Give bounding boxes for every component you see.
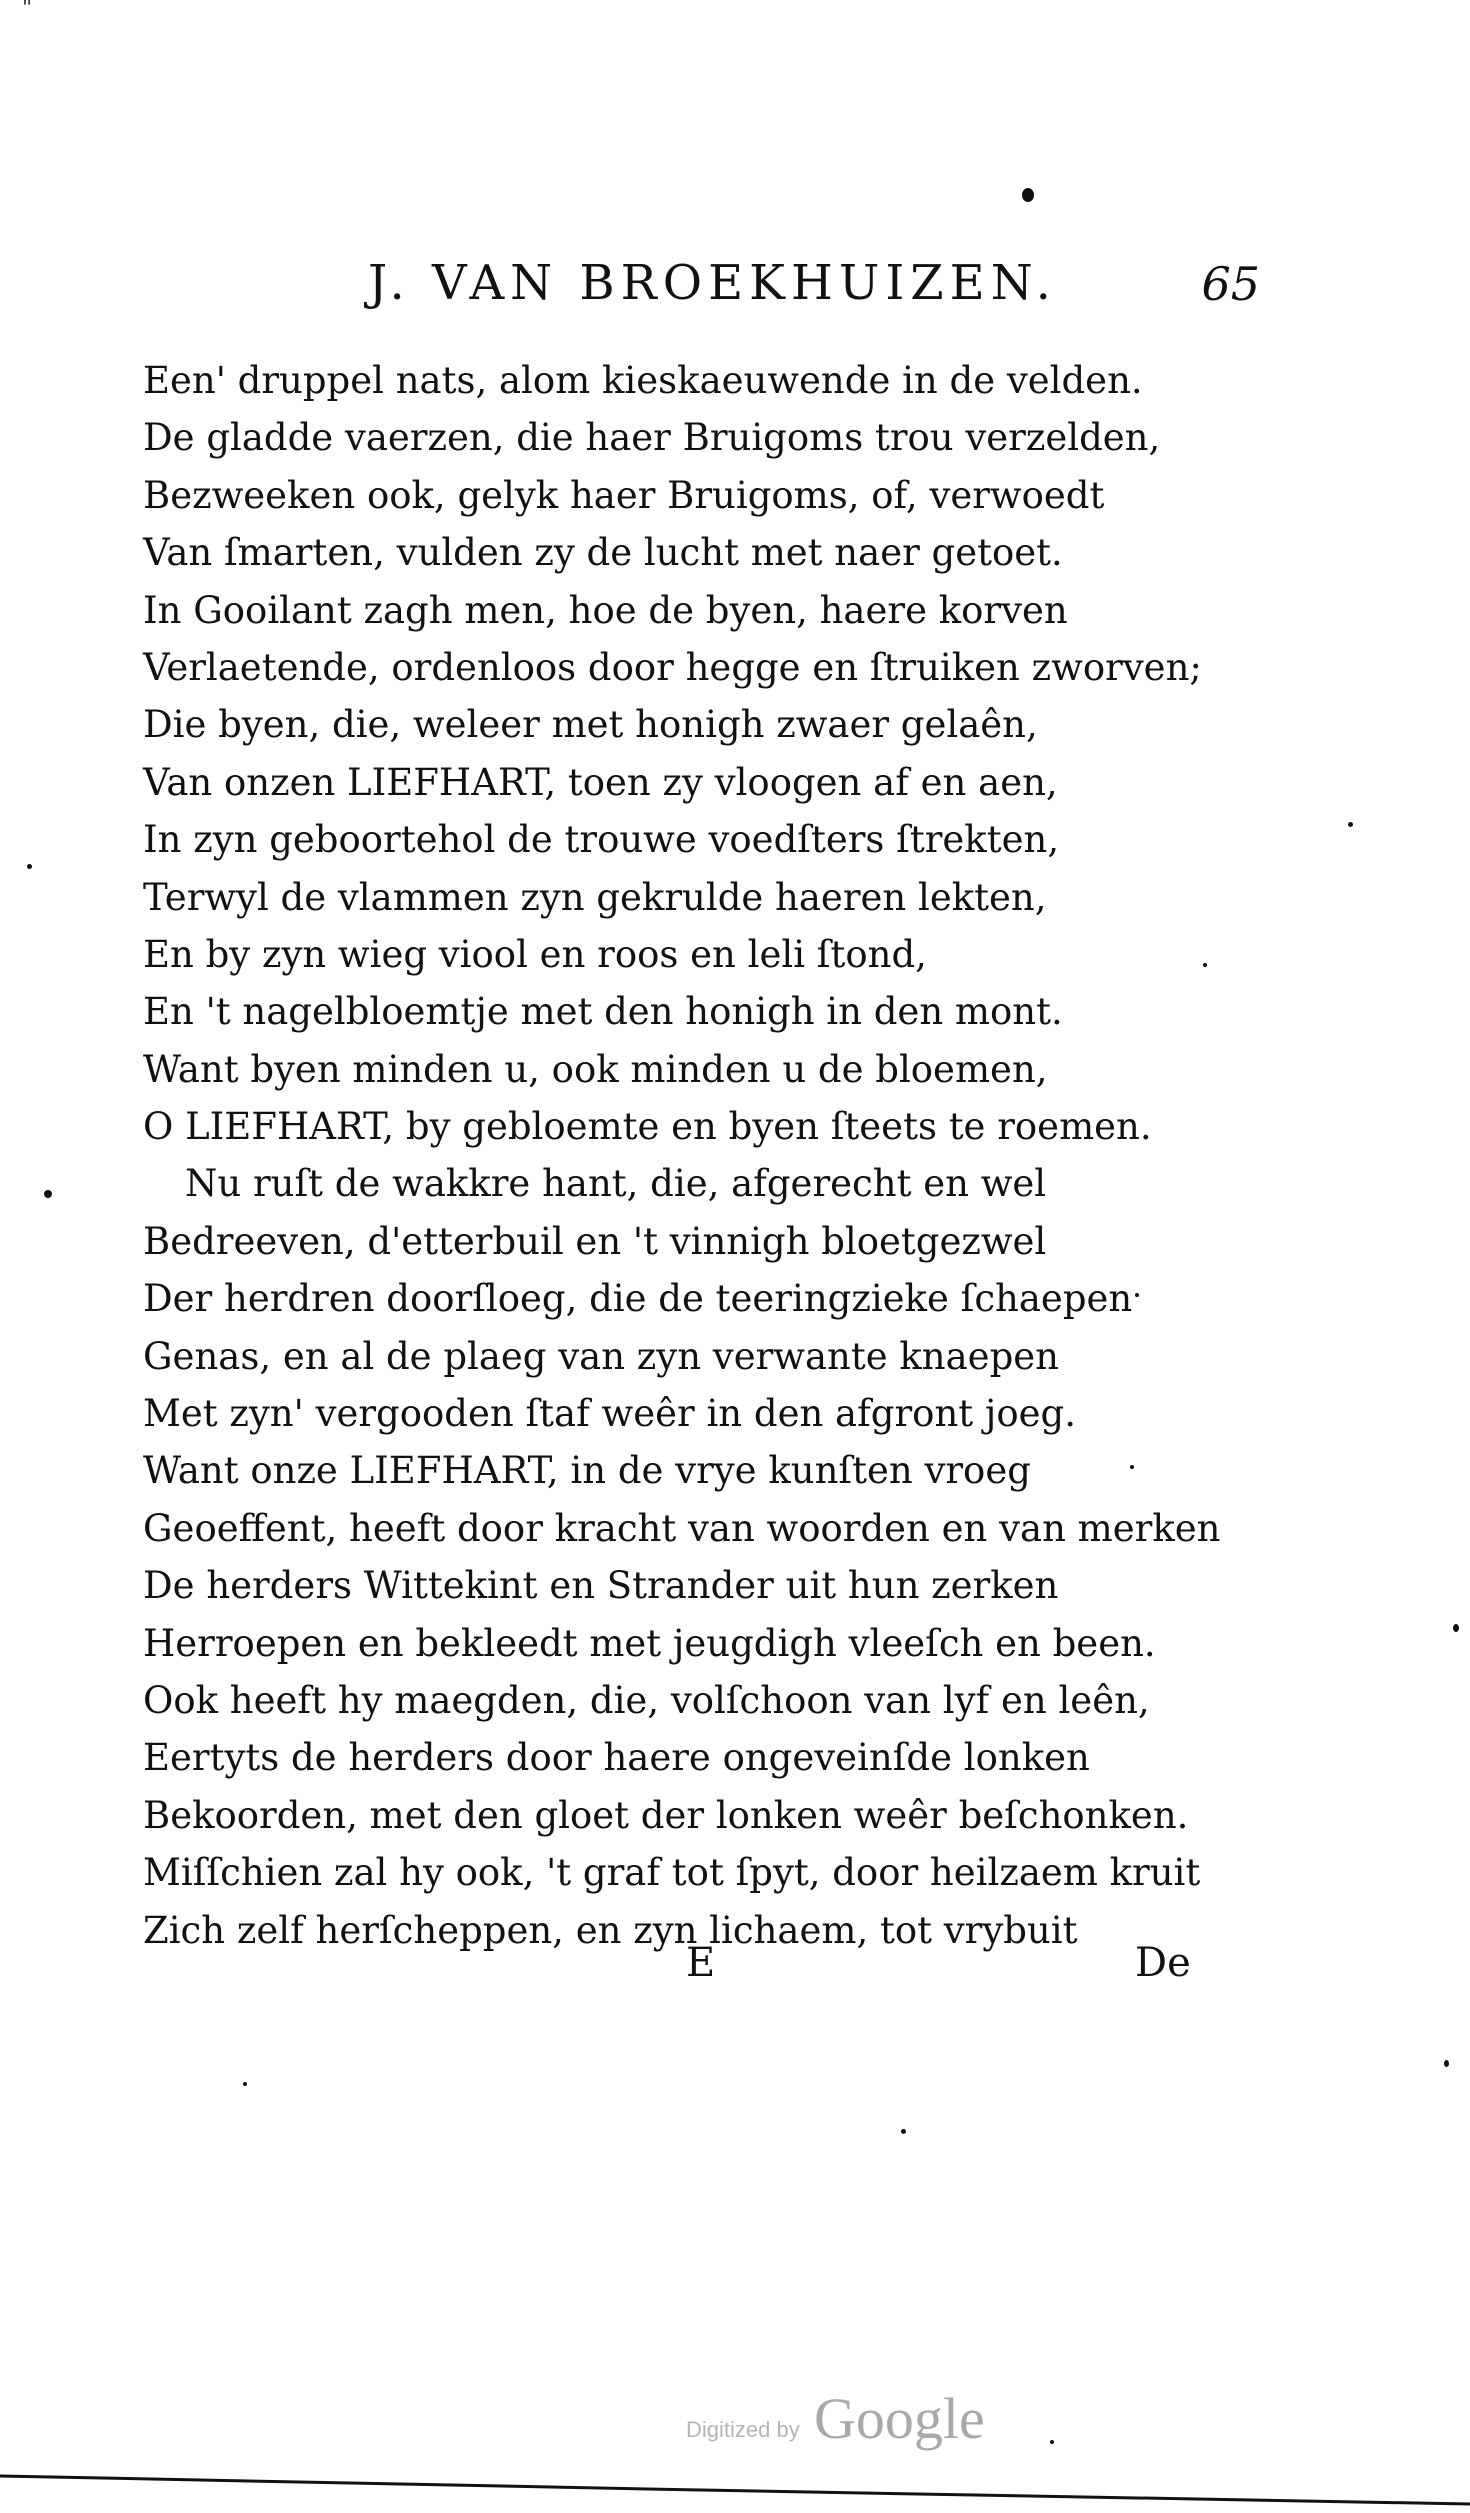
signature-mark: E [686,1940,716,1986]
digitized-watermark [686,2385,1006,2455]
verse-line: Eertyts de herders door haere ongeveinſde lonken [143,1736,1090,1780]
google-logo: Google [814,2386,985,2451]
verse-line: Genas, en al de plaeg van zyn verwante knaepen [143,1334,1059,1378]
verse-line: O LIEFHART, by gebloemte en byen ſteets te roemen. [143,1105,1152,1149]
verse-line: In Gooilant zagh men, hoe de byen, haere korven [143,588,1068,632]
ink-speck [27,864,32,869]
ink-speck [1444,2060,1449,2067]
page-footer [0,1940,1470,2000]
verse-line: De herders Wittekint en Strander uit hun zerken [143,1564,1059,1608]
catchword: De [1135,1940,1191,1986]
verse-line: Bekoorden, met den gloet der lonken weêr beſchonken. [143,1793,1189,1837]
ink-speck [1050,2440,1054,2444]
verse-line: Nu ruſt de wakkre hant, die, afgerecht en wel [185,1162,1047,1206]
verse-line: En by zyn wieg viool en roos en leli ſtond, [143,932,927,976]
ink-speck [243,2082,247,2086]
corner-mark: " [22,0,33,21]
watermark-prefix: Digitized by [686,2417,800,2442]
page-edge-line [0,2470,1470,2510]
verse-line: Bedreeven, d'etterbuil en 't vinnigh bloetgezwel [143,1219,1047,1263]
verse-line: De gladde vaerzen, die haer Bruigoms trou verzelden, [143,416,1161,460]
verse-line: Terwyl de vlammen zyn gekrulde haeren lekten, [143,875,1047,919]
ink-speck [1022,188,1034,202]
verse-line: Der herdren doorſloeg, die de teeringzieke ſchaepen [143,1277,1133,1321]
verse-line: Van ſmarten, vulden zy de lucht met naer getoet. [143,531,1063,575]
verse-line: En 't nagelbloemtje met den honigh in den mont. [143,990,1063,1034]
ink-speck [1348,822,1353,827]
verse-line: Een' druppel nats, alom kieskaeuwende in de velden. [143,359,1143,402]
running-title: J. VAN BROEKHUIZEN. [368,255,1057,311]
page-number: 65 [1201,257,1260,311]
verse-line: Want onze LIEFHART, in de vrye kunſten vroeg [143,1449,1031,1493]
ink-speck [901,2129,906,2134]
verse-line: Die byen, die, weleer met honigh zwaer gelaên, [143,703,1038,747]
verse-line: In zyn geboortehol de trouwe voedſters ſtrekten, [143,818,1060,862]
verse-line: Herroepen en bekleedt met jeugdigh vleeſch en been. [143,1621,1156,1665]
verse-line: Zich zelf herſcheppen, en zyn lichaem, tot vrybuit [143,1908,1078,1952]
running-header [330,255,1260,325]
verse-line: Miſſchien zal hy ook, 't graf tot ſpyt, door heilzaem kruit [143,1851,1201,1895]
verse-line: Want byen minden u, ook minden u de bloemen, [143,1047,1048,1091]
ink-speck [1453,1624,1459,1632]
verse-line: Bezweeken ook, gelyk haer Bruigoms, of, verwoedt [143,473,1105,517]
verse-line: Met zyn' vergooden ſtaf weêr in den afgront joeg. [143,1392,1077,1436]
verse-line: Ook heeft hy maegden, die, volſchoon van lyf en leên, [143,1678,1150,1722]
verse-line: Verlaetende, ordenloos door hegge en ſtruiken zworven; [143,645,1202,689]
ink-speck [44,1190,52,1198]
poem-text [143,352,1223,1959]
verse-line: Geoeffent, heeft door kracht van woorden en van merken [143,1506,1221,1550]
verse-line: Van onzen LIEFHART, toen zy vloogen af en aen, [143,760,1058,804]
